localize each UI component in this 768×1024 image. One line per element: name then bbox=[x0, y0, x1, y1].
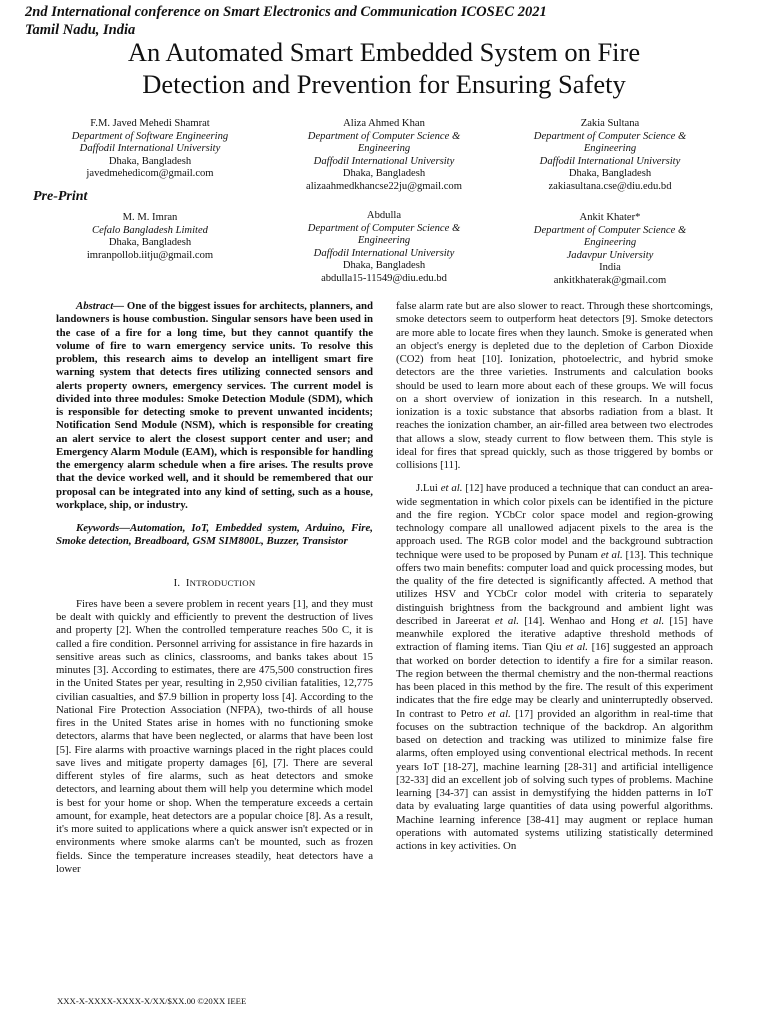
abstract-label: Abstract— bbox=[76, 300, 124, 312]
author-organization: Jadavpur University bbox=[566, 249, 654, 261]
text-run: et al. bbox=[440, 482, 463, 495]
author-department: Department of Computer Science & Engineering bbox=[533, 130, 687, 155]
keywords: Keywords—Automation, IoT, Embedded system, Arduino, Fire, Smoke detection, Breadboard, GSM SIM800L, Buzzer, Transistor bbox=[56, 522, 373, 548]
conference-location: Tamil Nadu, India bbox=[25, 22, 136, 38]
author-department: Department of Software Engineering bbox=[71, 130, 229, 142]
body-paragraph: false alarm rate but are also slower to react. Through these shortcomings, smoke detectors seem to outperform heat detectors [9]. Smoke detectors are more able to locate fires when they launch. Smoke is generated when an object's energy is depleted due to the depletion of Carbon Dioxide (CO2) from heat [10]. Ionization, photoelectric, and hybrid smoke detectors are the three varieties. Instruments and calculation books should be used to learn more about each of these groups. We will focus on a short overview of ionization in this research. In a nutshell, ionization is a toxic substance that absorbs radiation from a blast. It reaches the ionization chamber, an air-filled area between two electrodes that allows a slow, steady current to flow between them. This style is ideal for fires that spread quickly, such as those triggered by bombs or collisions [11]. bbox=[396, 300, 713, 471]
author-email: imranpollob.iitju@gmail.com bbox=[86, 249, 214, 261]
text-run: [15] have meanwhile explored the iterative adaptive threshold methods of extraction of flaming items. Tian Qiu bbox=[396, 614, 713, 654]
text-run: J.Lui bbox=[416, 482, 441, 495]
author-block bbox=[520, 212, 700, 288]
author-organization: Daffodil International University bbox=[313, 247, 455, 259]
author-city: Dhaka, Bangladesh bbox=[108, 237, 192, 249]
section-title-rest: NTRODUCTION bbox=[189, 577, 256, 588]
author-department: Department of Computer Science & Engineering bbox=[307, 222, 461, 247]
abstract-text: One of the biggest issues for architects, planners, and landowners is house combustion. Singular sensors have been used in the case of a fire for a long time, but they cannot quantify the volume of fire to warn emergency service units. To resolve this problem, this research aims to develop an intelligent smart fire warning system that detects fires utilizing connected sensors and alerts property owners, emergency services. The current model is divided into three modules: Smoke Detection Module (SDM), which is responsible for detecting smoke to prevent unwanted incidents; Notification Send Module (NSM), which is responsible for creating an alert service to alert the closest support center and user; and Emergency Alarm Module (EAM), which is responsible for handling the emergency alarm schedule when a fire arises. The results prove that the device worked well, and it should be remembered that our proposal can be integrated into any kind of setting, such as a house, workplace, ship, or industry. bbox=[56, 300, 373, 511]
text-run: [14]. Wenhao and Hong bbox=[519, 614, 641, 627]
author-name: Abdulla bbox=[366, 210, 402, 221]
text-run: et al. bbox=[494, 614, 519, 627]
author-city: Dhaka, Bangladesh bbox=[342, 168, 426, 180]
title-line-2: Detection and Prevention for Ensuring Safety bbox=[142, 69, 626, 99]
author-organization: Daffodil International University bbox=[79, 143, 221, 155]
pre-print-label: Pre-Print bbox=[33, 189, 88, 204]
author-email: javedmehedicom@gmail.com bbox=[86, 168, 214, 180]
text-run: et al. bbox=[640, 614, 665, 627]
author-city: India bbox=[599, 262, 621, 274]
author-department: Department of Computer Science & Engineering bbox=[533, 224, 687, 249]
author-block bbox=[520, 118, 700, 194]
right-column bbox=[396, 300, 713, 853]
text-run: et al. bbox=[487, 707, 511, 720]
text-run: [16] suggested an approach that worked on border detection to identify a fire for a similar reason. The region between the thermal chemistry and the non-thermal reactions has been placed in this method by the fire. The result of this experiment indicates that the fire edge may be clearly and uninterruptedly observed. In contrast to Petro bbox=[396, 641, 714, 720]
author-block bbox=[40, 118, 260, 181]
author-name: Ankit Khater* bbox=[579, 212, 641, 223]
author-email: ankitkhaterak@gmail.com bbox=[553, 274, 667, 286]
author-email: zakiasultana.cse@diu.edu.bd bbox=[548, 180, 672, 192]
author-department: Cefalo Bangladesh Limited bbox=[92, 224, 208, 236]
text-run: [17] provided an algorithm in real-time that focuses on the subtraction technique of the backdrop. An algorithm based on detection and tracking was utilized to minimize false fire alarms, often employed using conventional electrical methods. In recent years IoT [18-27], machine learning [28-31] and artificial intelligence [32-33] did an excellent job of solving such types of problems. Machine learning [34-37] can assist in demystifying the hidden patterns in IoT data by evaluating large quantities of data using powerful algorithms. Machine learning inference [38-41] may augment or replace human operations with automated systems utilizing statistically determined actions in key activities. On bbox=[396, 707, 713, 852]
author-email: abdulla15-11549@diu.edu.bd bbox=[321, 272, 447, 284]
footer-copyright: XXX-X-XXXX-XXXX-X/XX/$XX.00 ©20XX IEEE bbox=[57, 996, 247, 1006]
abstract bbox=[56, 300, 373, 512]
title-line-1: An Automated Smart Embedded System on Fire bbox=[127, 37, 641, 67]
author-organization: Daffodil International University bbox=[539, 155, 681, 167]
conference-header bbox=[25, 3, 547, 39]
author-block bbox=[294, 210, 474, 286]
author-email: alizaahmedkhancse22ju@gmail.com bbox=[306, 180, 462, 192]
paper-title bbox=[0, 36, 768, 100]
left-column bbox=[56, 300, 373, 876]
author-city: Dhaka, Bangladesh bbox=[108, 155, 192, 167]
text-run: et al. bbox=[565, 641, 588, 654]
author-block bbox=[294, 118, 474, 194]
text-run: [13]. This technique offers two main benefits: computer load and quick processing modes, but the quality of the fire detected is significantly affected. A method that utilizes HSV and YCbCr color model with criteria to separately distinguish brightness from the background and ambient light was described in Jareerat bbox=[396, 548, 713, 627]
body-paragraph bbox=[396, 482, 713, 853]
section-number: I. bbox=[173, 577, 181, 589]
author-name: F.M. Javed Mehedi Shamrat bbox=[90, 118, 210, 129]
conference-name: 2nd International conference on Smart Electronics and Communication ICOSEC 2021 bbox=[25, 4, 547, 20]
author-name: Aliza Ahmed Khan bbox=[343, 118, 425, 129]
author-city: Dhaka, Bangladesh bbox=[568, 168, 652, 180]
text-run: et al. bbox=[600, 548, 623, 561]
author-city: Dhaka, Bangladesh bbox=[342, 260, 426, 272]
section-heading bbox=[56, 577, 373, 590]
author-department: Department of Computer Science & Engineering bbox=[307, 130, 461, 155]
intro-paragraph: Fires have been a severe problem in recent years [1], and they must be dealt with quickly and efficiently to prevent the destruction of lives and property [2]. When the controlled temperature reaches 50o C, it is called a fire condition. Personnel arriving for assistance in fire hazards in sensitive areas such as clinics, classrooms, and banks takes about 15 minutes [3]. According to estimates, there are 475,500 construction fires in the United States per year, resulting in 2,950 civilian fatalities, 12,775 civilian casualties, and $7.9 billion in property loss [4]. According to the National Fire Protection Association (NFPA), two-thirds of all house fires in the United States arise in homes with no functioning smoke detectors, alarms that have been neglected, or alarms that have been lost [5]. Fire alarms with proactive warnings placed in the right places could save lives and mitigate property damages [6], [7]. There are several different styles of fire alarms, such as heat detectors and smoke detectors, and learning about them will help you determine which model is best for your home or shop. When the temperature exceeds a certain amount, for example, heat detectors are a popular choice [8]. As a result, it's more suited to applications where a quick answer isn't expected or in environments where smoke alarms can't be mounted, such as frozen fields. Since the temperature increases steadily, heat detectors have a lower bbox=[56, 597, 373, 875]
text-run: [12] have produced a technique that can conduct an area-wide segmentation in which color pixels can be identified in the picture and the fire region. YCbCr color space model and region-growing technology compare all unallowed adjacent pixels to the area is the approach used. The RGB color model and the background subtraction technique were used to be proposed by Punam bbox=[396, 482, 714, 561]
author-name: M. M. Imran bbox=[122, 212, 178, 223]
author-block bbox=[40, 212, 260, 262]
author-organization: Daffodil International University bbox=[313, 155, 455, 167]
section-initial: I bbox=[185, 577, 190, 589]
author-name: Zakia Sultana bbox=[580, 118, 640, 129]
